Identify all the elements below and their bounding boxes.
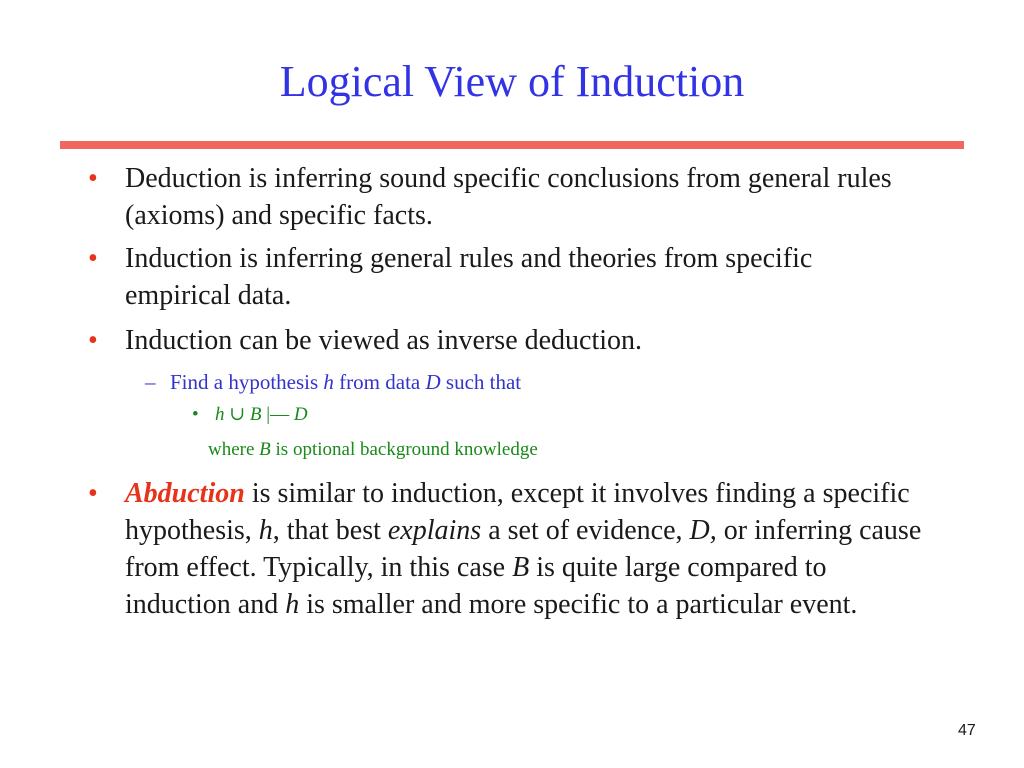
dash-marker: –: [145, 370, 156, 394]
formula-text: h ∪ B |— D: [215, 404, 308, 425]
bullet-marker: •: [88, 163, 98, 194]
dot-marker: •: [192, 404, 199, 425]
bullet-text: Deduction is inferring sound specific conclusions from general rules (axioms) and specific facts.: [125, 163, 892, 231]
sub-bullet-text: Find a hypothesis h from data D such that: [170, 370, 522, 394]
bullet-text: Abduction is similar to induction, except it involves finding a specific hypothesis, h, that best explains a set of evidence, D, or inferring cause from effect. Typically, in this case B is quite large compared to induction and h is smaller and more specific to a particular event.: [125, 478, 922, 620]
page-number: 47: [958, 722, 976, 739]
bullet-marker: •: [88, 325, 98, 356]
title-underline: [60, 141, 964, 149]
bullet-marker: •: [88, 243, 98, 274]
slide-title: Logical View of Induction: [279, 57, 745, 106]
bullet-text: Induction can be viewed as inverse deduction.: [125, 325, 643, 356]
bullet-text: Induction is inferring general rules and theories from specific empirical data.: [125, 243, 813, 311]
bullet-marker: •: [88, 478, 98, 509]
explanation-text: where B is optional background knowledge: [208, 439, 538, 460]
